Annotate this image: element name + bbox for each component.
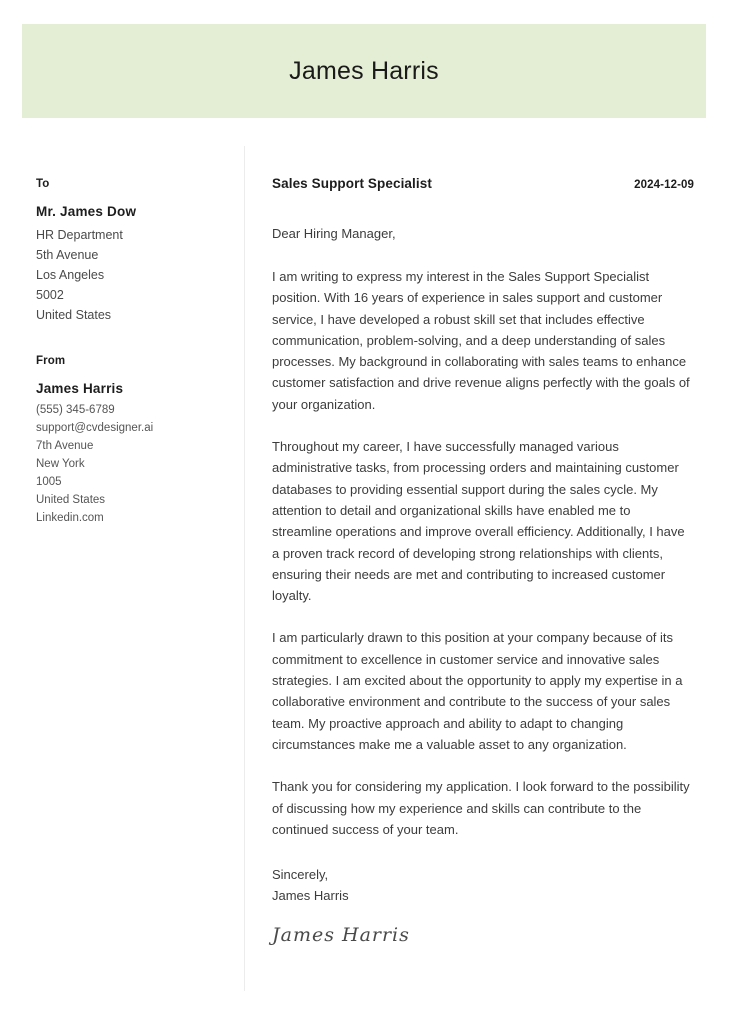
sender-line: 7th Avenue xyxy=(36,440,94,452)
recipient-name: Mr. James Dow xyxy=(36,204,137,219)
letter-paragraph: I am particularly drawn to this position at your company because of its commitment to excellence in customer service and innovative sales strategies. I am excited about the opportunity to apply my expertise in a collaborative environment and contribute to the success of your sales team. My proactive approach and ability to adapt to changing circumstances make me a valuable asset to any organization. xyxy=(272,630,683,752)
page-title: James Harris xyxy=(289,56,439,85)
closing-name: James Harris xyxy=(272,888,349,904)
recipient-line: HR Department xyxy=(36,228,123,242)
header-banner xyxy=(22,24,706,118)
closing-block xyxy=(272,864,694,906)
closing-word: Sincerely, xyxy=(272,867,329,883)
recipient-line: 5th Avenue xyxy=(36,248,99,262)
sender-line: New York xyxy=(36,458,85,470)
sender-block xyxy=(36,355,226,527)
sender-name: James Harris xyxy=(36,381,124,396)
signature: James Harris xyxy=(272,924,410,947)
sender-phone: (555) 345-6789 xyxy=(36,404,115,416)
sender-line: 1005 xyxy=(36,476,62,488)
job-title: Sales Support Specialist xyxy=(272,176,432,191)
letter-main-column xyxy=(272,176,694,946)
letter-paragraph: I am writing to express my interest in the Sales Support Specialist position. With 16 years of experience in sales support and customer service, I have developed a robust skill set that includes effective communication, problem-solving, and a deep understanding of sales processes. My background in collaborating with sales teams to enhance customer satisfaction and drive revenue aligns perfectly with the goals of your organization. xyxy=(272,269,690,412)
letter-header-row xyxy=(272,176,694,191)
sender-email: support@cvdesigner.ai xyxy=(36,422,154,434)
recipient-heading: To xyxy=(36,178,50,190)
column-divider xyxy=(244,146,245,991)
sender-website: Linkedin.com xyxy=(36,512,104,524)
letter-paragraph: Thank you for considering my application. I look forward to the possibility of discussing how my experience and skills can contribute to the continued success of your team. xyxy=(272,779,690,837)
letter-paragraph: Throughout my career, I have successfully managed various administrative tasks, from processing orders and maintaining customer databases to providing essential support during the sales cycle. My attention to detail and organizational skills have enabled me to streamline operations and improve overall efficiency. Additionally, I have a proven track record of developing strong relationships with clients, ensuring their needs are met and contributing to increased customer loyalty. xyxy=(272,439,685,604)
recipient-block xyxy=(36,178,226,325)
sender-heading: From xyxy=(36,355,66,367)
salutation: Dear Hiring Manager, xyxy=(272,226,396,241)
recipient-line: United States xyxy=(36,308,112,322)
contact-sidebar xyxy=(36,178,226,527)
recipient-line: 5002 xyxy=(36,288,64,302)
letter-date: 2024-12-09 xyxy=(634,179,694,191)
recipient-line: Los Angeles xyxy=(36,268,105,282)
sender-line: United States xyxy=(36,494,106,506)
